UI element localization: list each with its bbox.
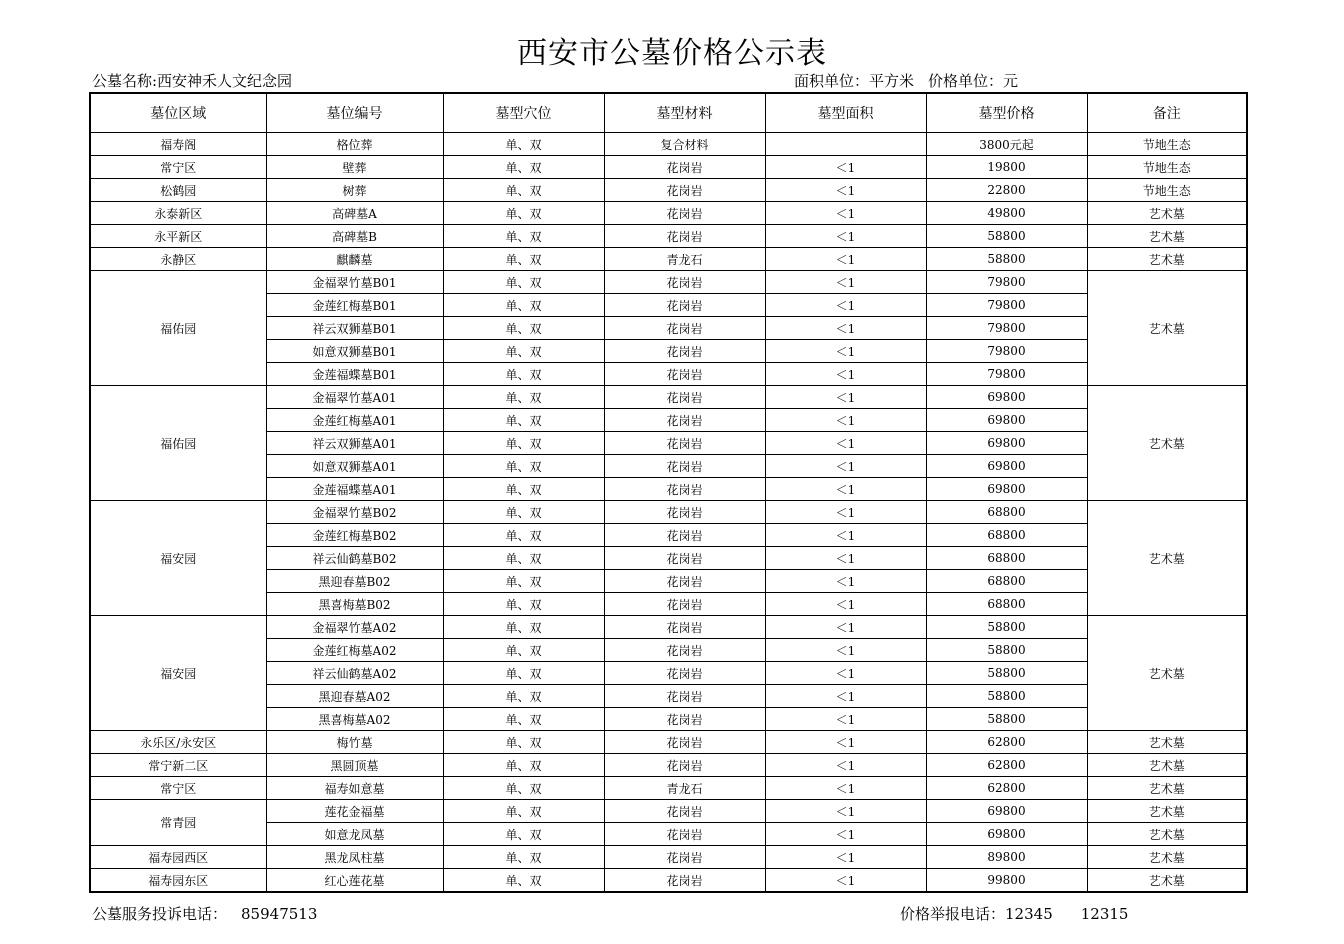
cell-material: 花岗岩 (604, 639, 765, 662)
cell-code: 黑喜梅墓A02 (266, 708, 443, 731)
cell-size: ＜1 (765, 777, 926, 800)
cell-note: 节地生态 (1087, 179, 1247, 202)
cell-material: 青龙石 (604, 777, 765, 800)
cell-size: ＜1 (765, 754, 926, 777)
cell-slot: 单、双 (443, 248, 604, 271)
report-phone-2: 12315 (1080, 905, 1129, 923)
table-row (90, 248, 1247, 271)
cell-slot: 单、双 (443, 340, 604, 363)
cell-price: 58800 (926, 616, 1087, 639)
table-header-row (90, 93, 1247, 133)
cell-slot: 单、双 (443, 777, 604, 800)
cell-price: 69800 (926, 432, 1087, 455)
cell-size: ＜1 (765, 570, 926, 593)
cell-slot: 单、双 (443, 823, 604, 846)
cell-material: 花岗岩 (604, 570, 765, 593)
cell-code: 金莲福蝶墓A01 (266, 478, 443, 501)
cell-slot: 单、双 (443, 133, 604, 156)
cell-slot: 单、双 (443, 478, 604, 501)
cell-material: 花岗岩 (604, 547, 765, 570)
cell-area: 福寿阁 (90, 133, 266, 156)
cell-price: 58800 (926, 639, 1087, 662)
cell-price: 68800 (926, 501, 1087, 524)
cell-code: 壁葬 (266, 156, 443, 179)
cell-size: ＜1 (765, 271, 926, 294)
table-row (90, 156, 1247, 179)
cell-price: 69800 (926, 823, 1087, 846)
cell-material: 花岗岩 (604, 731, 765, 754)
price-table (89, 92, 1248, 893)
cell-code: 梅竹墓 (266, 731, 443, 754)
cell-area: 永平新区 (90, 225, 266, 248)
cell-price: 62800 (926, 777, 1087, 800)
cell-price: 79800 (926, 271, 1087, 294)
cell-slot: 单、双 (443, 363, 604, 386)
header-price: 墓型价格 (926, 93, 1087, 133)
cell-note: 艺术墓 (1087, 616, 1247, 731)
cell-code: 金莲红梅墓A01 (266, 409, 443, 432)
cell-material: 花岗岩 (604, 455, 765, 478)
cell-slot: 单、双 (443, 524, 604, 547)
table-row (90, 846, 1247, 869)
cell-area: 常宁区 (90, 777, 266, 800)
cell-slot: 单、双 (443, 639, 604, 662)
report-phone-1: 12345 (1005, 905, 1053, 923)
cell-price: 58800 (926, 225, 1087, 248)
cell-size: ＜1 (765, 409, 926, 432)
cell-material: 花岗岩 (604, 179, 765, 202)
cell-note: 艺术墓 (1087, 202, 1247, 225)
cell-slot: 单、双 (443, 179, 604, 202)
cell-note: 艺术墓 (1087, 225, 1247, 248)
cell-slot: 单、双 (443, 409, 604, 432)
cell-material: 花岗岩 (604, 156, 765, 179)
cell-code: 祥云仙鹤墓B02 (266, 547, 443, 570)
cell-note: 艺术墓 (1087, 731, 1247, 754)
complaint-phone-line (92, 903, 317, 924)
cell-size: ＜1 (765, 869, 926, 893)
cell-code: 金福翠竹墓A01 (266, 386, 443, 409)
cell-slot: 单、双 (443, 869, 604, 893)
cell-material: 青龙石 (604, 248, 765, 271)
cell-area: 常宁新二区 (90, 754, 266, 777)
cell-size: ＜1 (765, 248, 926, 271)
cell-code: 金莲红梅墓B02 (266, 524, 443, 547)
cell-code: 如意双狮墓B01 (266, 340, 443, 363)
table-row (90, 731, 1247, 754)
cell-price: 68800 (926, 593, 1087, 616)
cell-price: 68800 (926, 570, 1087, 593)
cell-area: 福佑园 (90, 386, 266, 501)
cell-size: ＜1 (765, 524, 926, 547)
cell-price: 22800 (926, 179, 1087, 202)
cell-note: 艺术墓 (1087, 386, 1247, 501)
cell-size: ＜1 (765, 455, 926, 478)
cell-price: 69800 (926, 455, 1087, 478)
cell-size: ＜1 (765, 846, 926, 869)
cell-code: 黑龙凤柱墓 (266, 846, 443, 869)
cell-material: 花岗岩 (604, 662, 765, 685)
cell-size: ＜1 (765, 156, 926, 179)
cell-price: 69800 (926, 800, 1087, 823)
table-row (90, 133, 1247, 156)
cell-material: 花岗岩 (604, 869, 765, 893)
cell-material: 花岗岩 (604, 846, 765, 869)
page-title: 西安市公墓价格公示表 (517, 36, 827, 71)
header-note: 备注 (1087, 93, 1247, 133)
cell-area: 福安园 (90, 616, 266, 731)
cell-size: ＜1 (765, 340, 926, 363)
cemetery-name: 公墓名称:西安神禾人文纪念园 (92, 72, 293, 90)
header-slot: 墓型穴位 (443, 93, 604, 133)
cell-size: ＜1 (765, 202, 926, 225)
cell-slot: 单、双 (443, 432, 604, 455)
cell-material: 花岗岩 (604, 800, 765, 823)
cell-code: 黑圆顶墓 (266, 754, 443, 777)
cell-price: 69800 (926, 386, 1087, 409)
cell-price: 99800 (926, 869, 1087, 893)
cell-area: 常宁区 (90, 156, 266, 179)
cell-note: 艺术墓 (1087, 823, 1247, 846)
cell-slot: 单、双 (443, 225, 604, 248)
cell-slot: 单、双 (443, 156, 604, 179)
cell-slot: 单、双 (443, 294, 604, 317)
cell-code: 高碑墓A (266, 202, 443, 225)
cell-material: 花岗岩 (604, 271, 765, 294)
cell-note: 艺术墓 (1087, 777, 1247, 800)
table-body (90, 133, 1247, 893)
cell-material: 花岗岩 (604, 294, 765, 317)
cell-code: 如意龙凤墓 (266, 823, 443, 846)
cell-area: 永泰新区 (90, 202, 266, 225)
cell-area: 永静区 (90, 248, 266, 271)
cell-material: 花岗岩 (604, 317, 765, 340)
cell-area: 福佑园 (90, 271, 266, 386)
cell-slot: 单、双 (443, 593, 604, 616)
area-unit: 面积单位：平方米 (794, 72, 915, 90)
cell-code: 格位葬 (266, 133, 443, 156)
table-row (90, 271, 1247, 294)
cell-code: 金莲红梅墓B01 (266, 294, 443, 317)
cell-size: ＜1 (765, 823, 926, 846)
cell-note: 节地生态 (1087, 133, 1247, 156)
cell-slot: 单、双 (443, 202, 604, 225)
cell-slot: 单、双 (443, 455, 604, 478)
cell-size: ＜1 (765, 294, 926, 317)
cell-material: 花岗岩 (604, 708, 765, 731)
complaint-label: 公墓服务投诉电话： (92, 905, 228, 923)
cell-note: 艺术墓 (1087, 846, 1247, 869)
cell-code: 祥云仙鹤墓A02 (266, 662, 443, 685)
cell-size: ＜1 (765, 685, 926, 708)
cell-slot: 单、双 (443, 386, 604, 409)
cell-code: 金莲红梅墓A02 (266, 639, 443, 662)
cell-code: 红心莲花墓 (266, 869, 443, 893)
cell-code: 高碑墓B (266, 225, 443, 248)
cell-price: 58800 (926, 248, 1087, 271)
cell-note: 艺术墓 (1087, 800, 1247, 823)
cell-area: 松鹤园 (90, 179, 266, 202)
cell-size: ＜1 (765, 800, 926, 823)
cell-size: ＜1 (765, 386, 926, 409)
cell-code: 树葬 (266, 179, 443, 202)
cell-material: 花岗岩 (604, 225, 765, 248)
cell-slot: 单、双 (443, 800, 604, 823)
cell-area: 福安园 (90, 501, 266, 616)
cell-material: 花岗岩 (604, 340, 765, 363)
cell-code: 金福翠竹墓B01 (266, 271, 443, 294)
cell-code: 金福翠竹墓A02 (266, 616, 443, 639)
cell-price: 69800 (926, 409, 1087, 432)
table-row (90, 616, 1247, 639)
cell-slot: 单、双 (443, 570, 604, 593)
cell-price: 79800 (926, 294, 1087, 317)
cell-price: 68800 (926, 524, 1087, 547)
header-code: 墓位编号 (266, 93, 443, 133)
cell-code: 祥云双狮墓B01 (266, 317, 443, 340)
cell-note: 艺术墓 (1087, 869, 1247, 893)
cell-slot: 单、双 (443, 547, 604, 570)
cell-area: 福寿园西区 (90, 846, 266, 869)
cell-note: 艺术墓 (1087, 271, 1247, 386)
report-phone-line (900, 903, 1128, 924)
cell-slot: 单、双 (443, 685, 604, 708)
cell-note: 艺术墓 (1087, 501, 1247, 616)
cell-code: 麒麟墓 (266, 248, 443, 271)
cell-size: ＜1 (765, 317, 926, 340)
cell-area: 永乐区/永安区 (90, 731, 266, 754)
cell-price: 3800元起 (926, 133, 1087, 156)
cell-material: 花岗岩 (604, 501, 765, 524)
cell-price: 79800 (926, 317, 1087, 340)
cell-price: 19800 (926, 156, 1087, 179)
cell-price: 79800 (926, 340, 1087, 363)
cell-material: 花岗岩 (604, 685, 765, 708)
cell-price: 62800 (926, 731, 1087, 754)
cell-slot: 单、双 (443, 616, 604, 639)
cell-slot: 单、双 (443, 846, 604, 869)
units-label (794, 70, 1018, 91)
cell-material: 花岗岩 (604, 616, 765, 639)
table-row (90, 225, 1247, 248)
cell-slot: 单、双 (443, 731, 604, 754)
cell-material: 花岗岩 (604, 823, 765, 846)
cell-slot: 单、双 (443, 317, 604, 340)
cell-slot: 单、双 (443, 754, 604, 777)
cell-material: 花岗岩 (604, 478, 765, 501)
table-row (90, 869, 1247, 893)
cell-code: 黑喜梅墓B02 (266, 593, 443, 616)
table-row (90, 386, 1247, 409)
cell-note: 节地生态 (1087, 156, 1247, 179)
cell-code: 黑迎春墓A02 (266, 685, 443, 708)
table-row (90, 202, 1247, 225)
header-size: 墓型面积 (765, 93, 926, 133)
report-label: 价格举报电话： (900, 905, 1006, 923)
complaint-phone: 85947513 (241, 905, 318, 923)
cell-size (765, 133, 926, 156)
cell-area: 常青园 (90, 800, 266, 846)
cell-size: ＜1 (765, 363, 926, 386)
cell-material: 花岗岩 (604, 754, 765, 777)
header-material: 墓型材料 (604, 93, 765, 133)
cell-note: 艺术墓 (1087, 248, 1247, 271)
cell-price: 89800 (926, 846, 1087, 869)
cell-code: 金福翠竹墓B02 (266, 501, 443, 524)
cell-size: ＜1 (765, 639, 926, 662)
cell-size: ＜1 (765, 225, 926, 248)
table-row (90, 754, 1247, 777)
cell-material: 花岗岩 (604, 202, 765, 225)
table-row (90, 777, 1247, 800)
table-row (90, 501, 1247, 524)
cell-material: 花岗岩 (604, 363, 765, 386)
cell-size: ＜1 (765, 478, 926, 501)
cell-price: 58800 (926, 662, 1087, 685)
cell-price: 69800 (926, 478, 1087, 501)
cell-size: ＜1 (765, 179, 926, 202)
table-row (90, 179, 1247, 202)
cell-code: 黑迎春墓B02 (266, 570, 443, 593)
cell-slot: 单、双 (443, 662, 604, 685)
cell-price: 58800 (926, 685, 1087, 708)
cell-material: 花岗岩 (604, 432, 765, 455)
cell-material: 花岗岩 (604, 409, 765, 432)
cell-slot: 单、双 (443, 708, 604, 731)
cell-area: 福寿园东区 (90, 869, 266, 893)
cell-note: 艺术墓 (1087, 754, 1247, 777)
cell-code: 如意双狮墓A01 (266, 455, 443, 478)
cell-price: 68800 (926, 547, 1087, 570)
cell-slot: 单、双 (443, 501, 604, 524)
cell-size: ＜1 (765, 547, 926, 570)
cell-size: ＜1 (765, 616, 926, 639)
cell-slot: 单、双 (443, 271, 604, 294)
cell-size: ＜1 (765, 593, 926, 616)
header-area: 墓位区域 (90, 93, 266, 133)
cell-size: ＜1 (765, 662, 926, 685)
cell-price: 49800 (926, 202, 1087, 225)
cell-size: ＜1 (765, 731, 926, 754)
cell-code: 莲花金福墓 (266, 800, 443, 823)
cell-code: 祥云双狮墓A01 (266, 432, 443, 455)
cell-price: 62800 (926, 754, 1087, 777)
cell-price: 79800 (926, 363, 1087, 386)
cell-code: 金莲福蝶墓B01 (266, 363, 443, 386)
cell-price: 58800 (926, 708, 1087, 731)
cell-material: 复合材料 (604, 133, 765, 156)
price-unit: 价格单位：元 (928, 72, 1019, 90)
cell-material: 花岗岩 (604, 593, 765, 616)
cell-size: ＜1 (765, 432, 926, 455)
cell-code: 福寿如意墓 (266, 777, 443, 800)
cell-size: ＜1 (765, 501, 926, 524)
cell-material: 花岗岩 (604, 386, 765, 409)
cell-size: ＜1 (765, 708, 926, 731)
table-row (90, 800, 1247, 823)
cell-material: 花岗岩 (604, 524, 765, 547)
